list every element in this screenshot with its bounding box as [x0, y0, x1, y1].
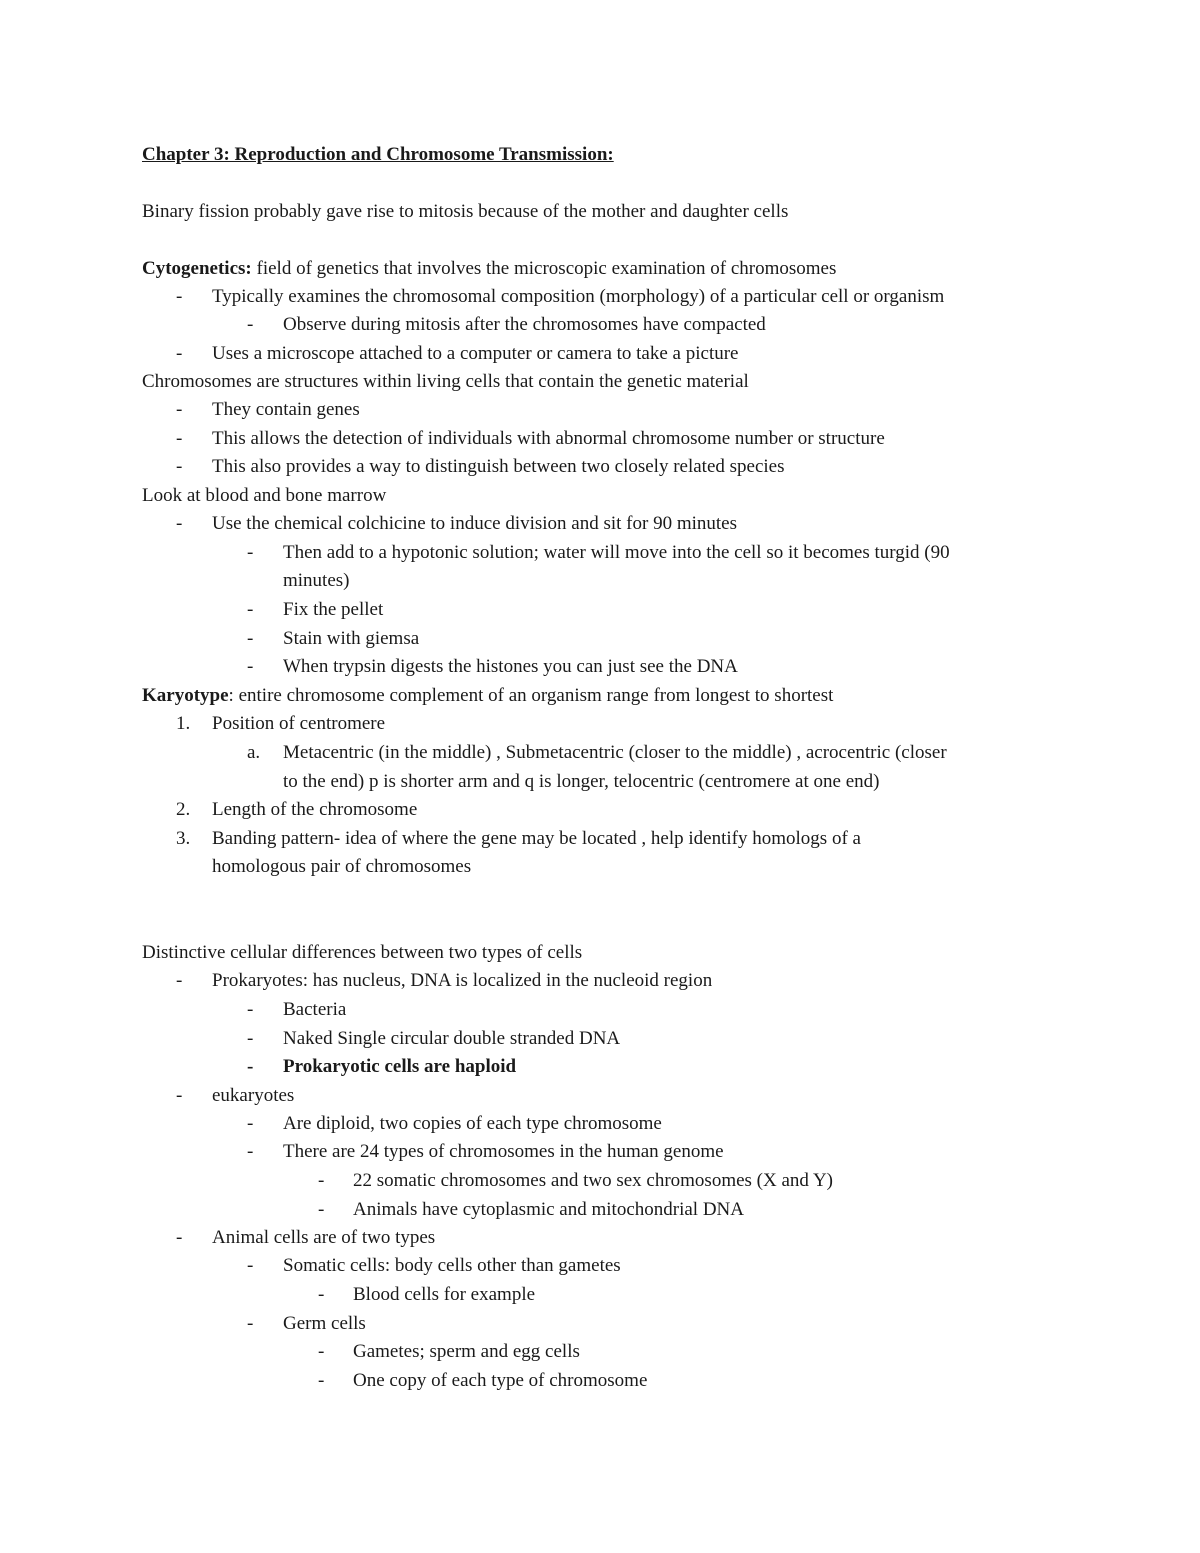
bullet-dash: -: [176, 970, 183, 991]
list-item-bold: Prokaryotic cells are haploid: [283, 1056, 517, 1077]
list-item: This allows the detection of individuals with abnormal chromosome number or structure: [212, 428, 885, 449]
bullet-dash: -: [247, 1056, 254, 1077]
list-item: There are 24 types of chromosomes in the human genome: [283, 1141, 724, 1162]
bullet-dash: -: [247, 1028, 254, 1049]
list-item: Then add to a hypotonic solution; water will move into the cell so it becomes turgid (90: [283, 542, 950, 563]
list-item: Banding pattern- idea of where the gene may be located , help identify homologs of a: [212, 828, 861, 849]
bullet-dash: -: [247, 1141, 254, 1162]
bullet-dash: -: [247, 1113, 254, 1134]
list-item-continuation: minutes): [283, 570, 350, 591]
bullet-dash: -: [318, 1341, 325, 1362]
bullet-dash: -: [247, 1255, 254, 1276]
document-title: Chapter 3: Reproduction and Chromosome Transmission:: [142, 144, 614, 165]
list-item: When trypsin digests the histones you can just see the DNA: [283, 656, 738, 677]
list-item: Position of centromere: [212, 713, 386, 734]
list-item: Germ cells: [283, 1313, 366, 1334]
numbered-marker: 3.: [176, 828, 191, 849]
list-item: One copy of each type of chromosome: [353, 1370, 648, 1391]
bullet-dash: -: [318, 1170, 325, 1191]
list-item: eukaryotes: [212, 1085, 295, 1106]
list-item: This also provides a way to distinguish between two closely related species: [212, 456, 785, 477]
bullet-dash: -: [318, 1370, 325, 1391]
list-item: Prokaryotes: has nucleus, DNA is localized in the nucleoid region: [212, 970, 713, 991]
paragraph-chromosomes: Chromosomes are structures within living cells that contain the genetic material: [142, 371, 749, 392]
list-item: Somatic cells: body cells other than gametes: [283, 1255, 621, 1276]
list-item: Stain with giemsa: [283, 628, 420, 649]
list-item-continuation: to the end) p is shorter arm and q is longer, telocentric (centromere at one end): [283, 771, 880, 792]
list-item: Use the chemical colchicine to induce division and sit for 90 minutes: [212, 513, 738, 534]
list-item: Animals have cytoplasmic and mitochondrial DNA: [353, 1199, 744, 1220]
bullet-dash: -: [318, 1284, 325, 1305]
bullet-dash: -: [247, 999, 254, 1020]
list-item: Observe during mitosis after the chromosomes have compacted: [283, 314, 766, 335]
bullet-dash: -: [176, 1227, 183, 1248]
paragraph-cell-differences: Distinctive cellular differences between two types of cells: [142, 942, 583, 963]
list-item: Fix the pellet: [283, 599, 384, 620]
paragraph-karyotype: [142, 682, 833, 710]
list-item: Gametes; sperm and egg cells: [353, 1341, 580, 1362]
paragraph-binary-fission: Binary fission probably gave rise to mitosis because of the mother and daughter cells: [142, 201, 789, 222]
paragraph-blood-marrow: Look at blood and bone marrow: [142, 485, 387, 506]
paragraph-cytogenetics: [142, 255, 836, 283]
list-item: Blood cells for example: [353, 1284, 536, 1305]
definition-cytogenetics: field of genetics that involves the microscopic examination of chromosomes: [251, 258, 837, 279]
list-item: They contain genes: [212, 399, 360, 420]
numbered-marker: 1.: [176, 713, 191, 734]
bullet-dash: -: [176, 343, 183, 364]
list-item: Typically examines the chromosomal composition (morphology) of a particular cell or organism: [212, 286, 945, 307]
bullet-dash: -: [176, 286, 183, 307]
bullet-dash: -: [176, 399, 183, 420]
bullet-dash: -: [247, 1313, 254, 1334]
bullet-dash: -: [176, 1085, 183, 1106]
definition-karyotype: : entire chromosome complement of an organism range from longest to shortest: [228, 685, 834, 706]
list-item-continuation: homologous pair of chromosomes: [212, 856, 472, 877]
bullet-dash: -: [247, 542, 254, 563]
list-item: Uses a microscope attached to a computer or camera to take a picture: [212, 343, 739, 364]
bullet-dash: -: [247, 314, 254, 335]
list-item: Naked Single circular double stranded DNA: [283, 1028, 621, 1049]
bullet-dash: -: [176, 428, 183, 449]
bullet-dash: -: [247, 628, 254, 649]
bullet-dash: -: [247, 656, 254, 677]
list-item: Bacteria: [283, 999, 347, 1020]
list-item: Animal cells are of two types: [212, 1227, 436, 1248]
bullet-dash: -: [176, 513, 183, 534]
bullet-dash: -: [176, 456, 183, 477]
list-item: Length of the chromosome: [212, 799, 418, 820]
list-item: Are diploid, two copies of each type chromosome: [283, 1113, 662, 1134]
term-cytogenetics: Cytogenetics:: [142, 258, 252, 279]
bullet-dash: -: [247, 599, 254, 620]
term-karyotype: Karyotype: [142, 685, 229, 706]
numbered-marker: 2.: [176, 799, 191, 820]
list-item: Metacentric (in the middle) , Submetacentric (closer to the middle) , acrocentric (closer: [283, 742, 947, 763]
lettered-marker: a.: [247, 742, 261, 763]
bullet-dash: -: [318, 1199, 325, 1220]
list-item: 22 somatic chromosomes and two sex chromosomes (X and Y): [353, 1170, 834, 1191]
